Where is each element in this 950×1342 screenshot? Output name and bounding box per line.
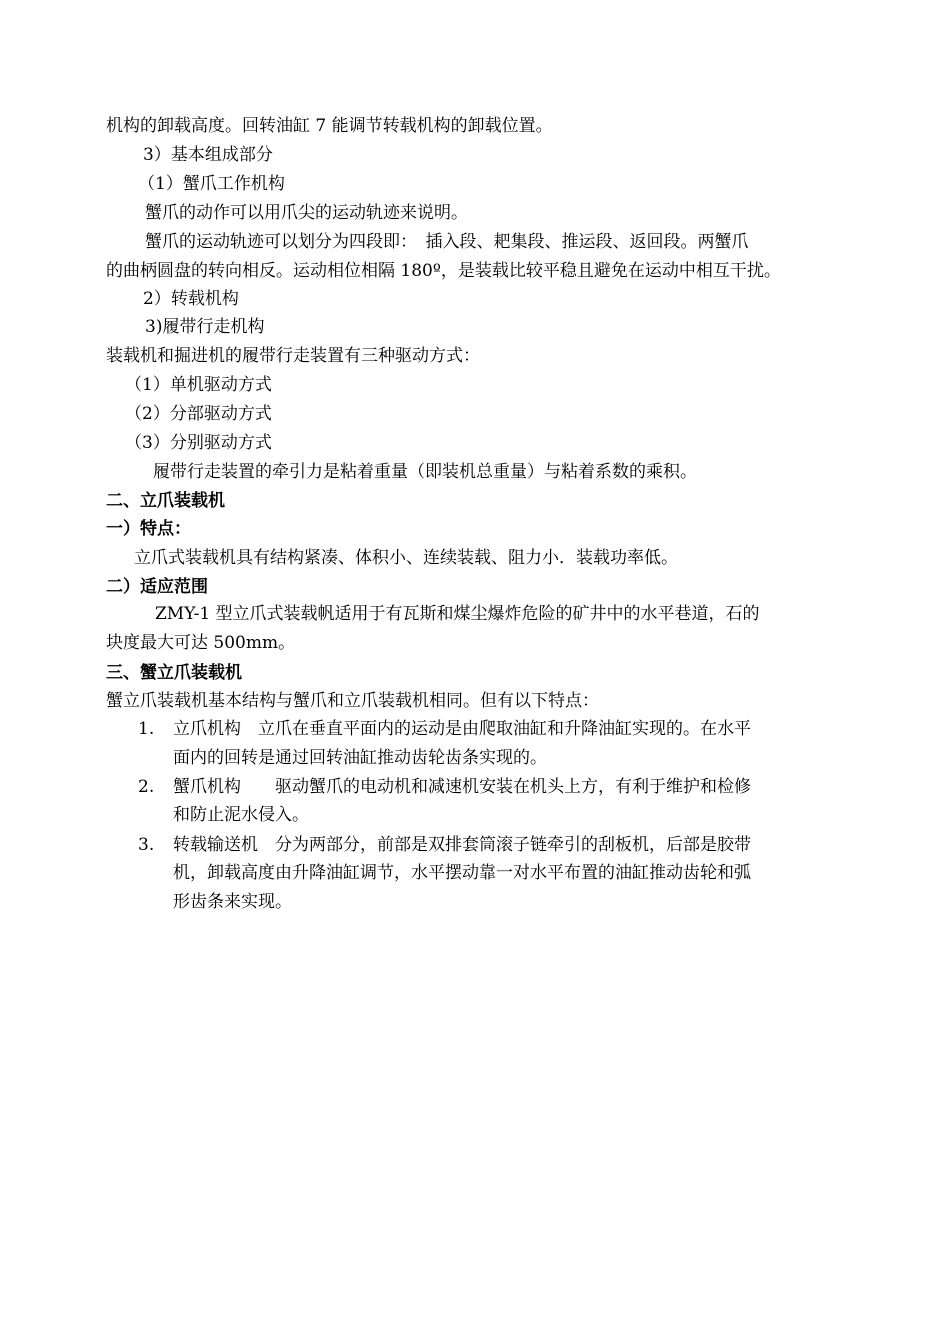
- paragraph-line: 蟹爪的动作可以用爪尖的运动轨迹来说明。: [145, 203, 468, 223]
- list-number: 3.: [138, 835, 155, 855]
- list-item-text: 转载输送机 分为两部分，前部是双排套筒滚子链牵引的刮板机，后部是胶带: [173, 835, 751, 855]
- paragraph-line: 立爪式装载机具有结构紧凑、体积小、连续装载、阻力小．装载功率低。: [134, 548, 678, 568]
- list-line: （3）分别驱动方式: [125, 433, 272, 453]
- list-line: （2）分部驱动方式: [125, 404, 272, 424]
- list-item-text: 和防止泥水侵入。: [173, 805, 309, 825]
- paragraph-line: 块度最大可达 500mm。: [106, 633, 296, 653]
- section-label-transfer: 2）转载机构: [143, 289, 239, 309]
- paragraph-line: ZMY-1 型立爪式装载帆适用于有瓦斯和煤尘爆炸危险的矿井中的水平巷道，石的: [155, 604, 760, 624]
- heading-vertical-claw-loader: 二、立爪装载机: [106, 491, 225, 511]
- list-item-text: 机，卸载高度由升降油缸调节，水平摆动靠一对水平布置的油缸推动齿轮和弧: [173, 863, 751, 883]
- subsection-label-claw-mechanism: （1）蟹爪工作机构: [138, 174, 285, 194]
- section-label-basic-parts: 3）基本组成部分: [143, 145, 273, 165]
- paragraph-line: 机构的卸载高度。回转油缸 7 能调节转载机构的卸载位置。: [106, 116, 553, 136]
- list-item-text: 立爪机构 立爪在垂直平面内的运动是由爬取油缸和升降油缸实现的。在水平: [173, 719, 751, 739]
- list-line: （1）单机驱动方式: [125, 375, 272, 395]
- paragraph-line: 装载机和掘进机的履带行走装置有三种驱动方式：: [106, 346, 480, 366]
- list-item-text: 蟹爪机构 驱动蟹爪的电动机和减速机安装在机头上方，有利于维护和检修: [173, 777, 751, 797]
- list-item-text: 形齿条来实现。: [173, 892, 292, 912]
- paragraph-line: 蟹爪的运动轨迹可以划分为四段即： 插入段、耙集段、推运段、返回段。两蟹爪: [145, 232, 749, 252]
- heading-features: 一）特点：: [106, 519, 191, 539]
- paragraph-line: 蟹立爪装载机基本结构与蟹爪和立爪装载机相同。但有以下特点：: [106, 691, 599, 711]
- section-label-crawler: 3)履带行走机构: [145, 317, 265, 337]
- paragraph-line: 的曲柄圆盘的转向相反。运动相位相隔 180º，是装载比较平稳且避免在运动中相互干扰。: [106, 261, 781, 281]
- list-item-text: 面内的回转是通过回转油缸推动齿轮齿条实现的。: [173, 748, 547, 768]
- heading-crab-vertical-claw-loader: 三、蟹立爪装载机: [106, 663, 242, 683]
- heading-application-scope: 二）适应范围: [106, 577, 208, 597]
- list-number: 2.: [138, 777, 155, 797]
- paragraph-line: 履带行走装置的牵引力是粘着重量（即装机总重量）与粘着系数的乘积。: [153, 462, 697, 482]
- list-number: 1.: [138, 719, 155, 739]
